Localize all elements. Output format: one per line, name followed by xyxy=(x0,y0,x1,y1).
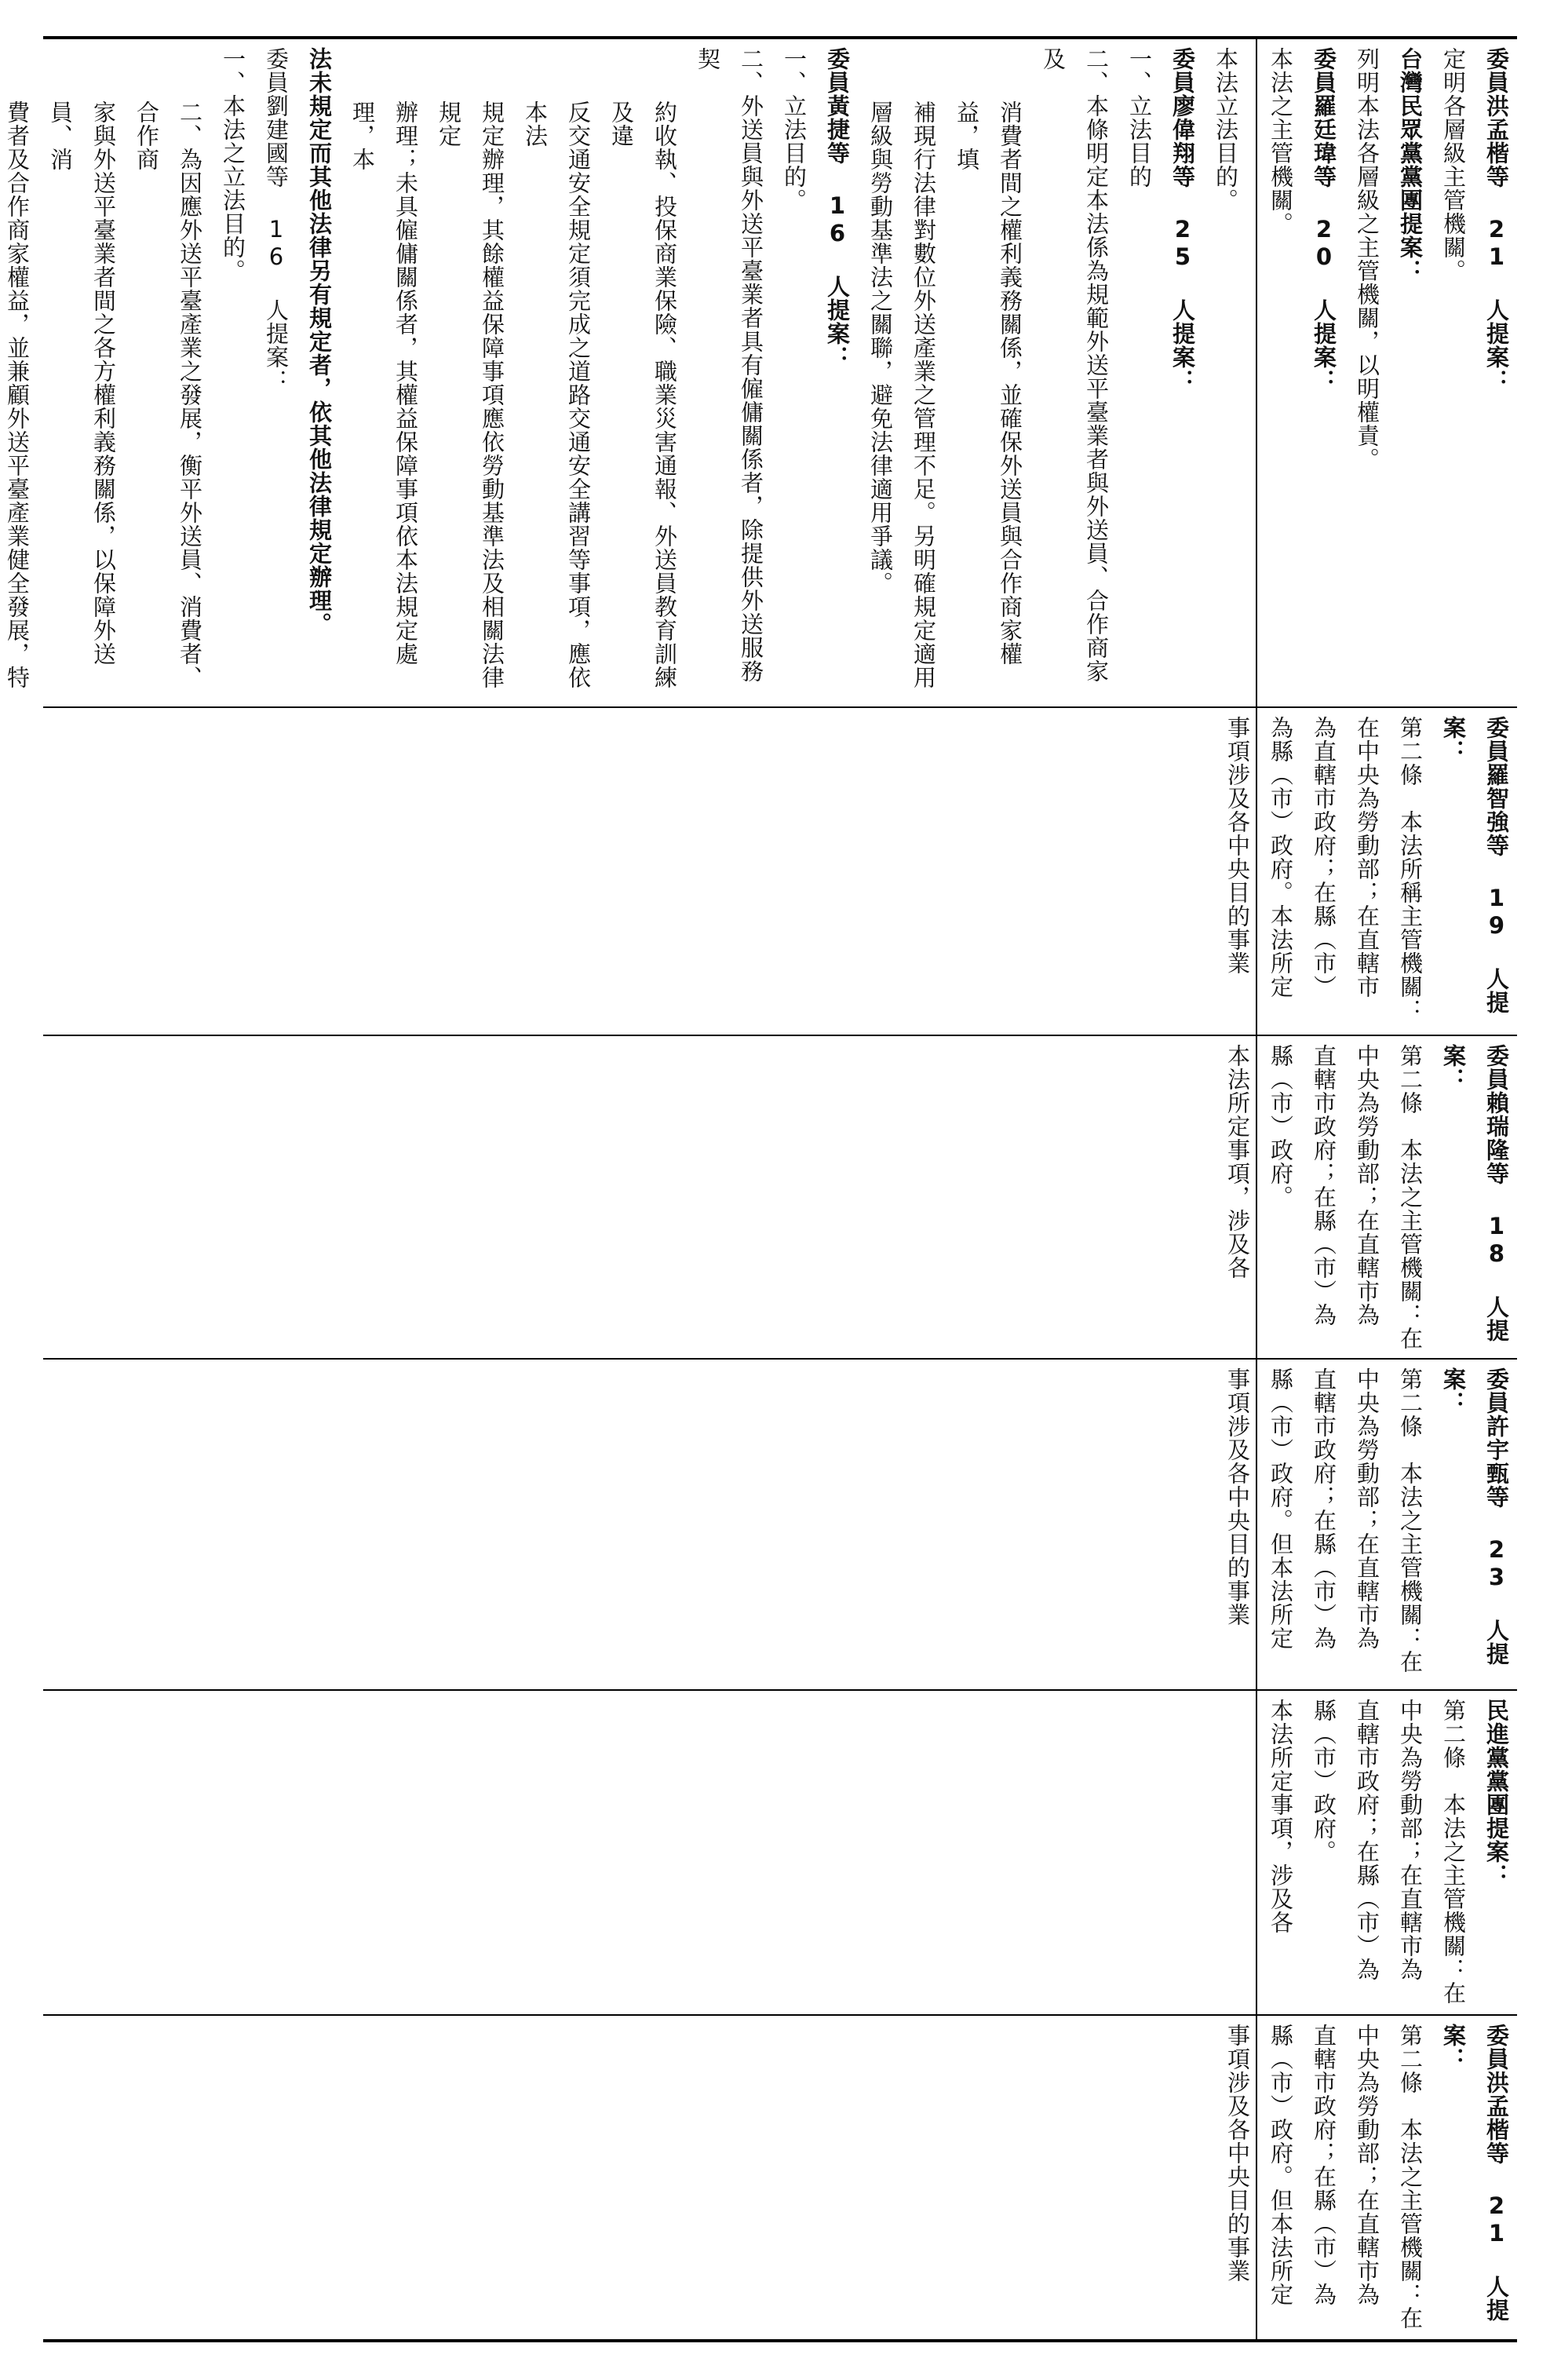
text-line: 反交通安全規定須完成之道路交通安全講習等事項，應依本法 xyxy=(522,100,592,689)
table-bottom-rule xyxy=(43,2339,1517,2342)
text-line: 一、立法目的。 xyxy=(781,47,808,212)
row-divider xyxy=(43,2014,1517,2016)
proposer-heading: 委員許宇甄等 23 人提案： xyxy=(1440,1367,1510,1666)
text-line: 直轄市政府；在縣（市）為 xyxy=(1354,1699,1380,1981)
text-line: 補現行法律對數位外送產業之管理不足。另明確規定適用層級與勞動基準法之關聯，避免法律適用爭議。 xyxy=(867,100,937,689)
proposer-heading: 委員賴瑞隆等 18 人提案： xyxy=(1440,1044,1510,1342)
cell-dpp-caucus xyxy=(1259,1699,1518,2008)
text-line: 辦理；未具僱傭關係者，其權益保障事項依本法規定處理，本 xyxy=(349,100,419,666)
text-line: 事項涉及各中央目的事業 xyxy=(1224,1367,1251,1626)
text-line: 為縣（市）政府。本法所定 xyxy=(1267,716,1294,998)
cell-hong-mengkai-bottom xyxy=(1224,2024,1518,2333)
text-line: 中央為勞動部；在直轄市為 xyxy=(1354,2024,1380,2306)
proposer-heading: 法未規定而其他法律另有規定者，依其他法律規定辦理。 xyxy=(306,47,333,636)
text-line: 列明本法各層級之主管機關，以明權責。 xyxy=(1354,47,1380,471)
text-line: 在中央為勞動部；在直轄市 xyxy=(1354,716,1380,998)
proposer-heading: 委員洪孟楷等 21 人提案： xyxy=(1440,2024,1510,2322)
row-divider xyxy=(43,1035,1517,1036)
text-line: 定明各層級主管機關。 xyxy=(1440,47,1467,283)
row-divider xyxy=(43,706,1517,708)
text-line: 第二條 本法之主管機關：在 xyxy=(1397,1044,1424,1350)
proposer-heading: 民進黨黨團提案： xyxy=(1483,1699,1510,1887)
text-line: 本法之主管機關。 xyxy=(1267,47,1294,235)
text-line: 縣（市）政府。但本法所定 xyxy=(1267,2024,1294,2306)
proposer-heading: 委員黃捷等 16 人提案： xyxy=(824,47,851,369)
text-line: 直轄市政府；在縣（市）為 xyxy=(1311,2024,1337,2306)
text-line: 第二條 本法之主管機關：在 xyxy=(1440,1699,1467,2005)
text-line: 第二條 本法之主管機關：在 xyxy=(1397,1367,1424,1674)
text-line: 為直轄市政府；在縣（市） xyxy=(1311,716,1337,998)
proposer-heading: 委員洪孟楷等 21 人提案： xyxy=(1483,47,1510,392)
text-line: 二、外送員與外送平臺業者具有僱傭關係者，除提供外送服務契 xyxy=(695,47,764,683)
text-line: 家與外送平臺業者間之各方權利義務關係，以保障外送員、消 xyxy=(47,100,117,666)
proposer-heading: 委員廖偉翔等 25 人提案： xyxy=(1169,47,1196,392)
text-line: 縣（市）政府。 xyxy=(1267,1044,1294,1209)
cell-lai-ruilong xyxy=(1224,1044,1518,1352)
text-line: 二、為因應外送平臺產業之發展，衡平外送員、消費者、合作商 xyxy=(133,100,203,689)
text-line: 中央為勞動部；在直轄市為 xyxy=(1354,1044,1380,1327)
text-line: 一、本法之立法目的。 xyxy=(220,47,246,283)
proposer-heading: 台灣民眾黨黨團提案： xyxy=(1397,47,1424,283)
cell-hong-mengkai-top xyxy=(1259,47,1518,699)
text-line: 消費者間之權利義務關係，並確保外送員與合作商家權益，填 xyxy=(954,100,1023,666)
text-line: 中央為勞動部；在直轄市為 xyxy=(1397,1699,1424,1981)
cell-legislative-purpose xyxy=(4,47,1247,699)
cell-xu-yuzhen xyxy=(1224,1367,1518,1683)
text-line: 一、立法目的 xyxy=(1126,47,1153,188)
text-line: 本法所定事項，涉及各 xyxy=(1267,1699,1294,1934)
text-line: 縣（市）政府。但本法所定 xyxy=(1267,1367,1294,1650)
text-line: 第二條 本法所稱主管機關： xyxy=(1397,716,1424,1022)
row-divider xyxy=(43,1689,1517,1691)
cell-luo-zhiqiang xyxy=(1224,716,1518,1027)
text-line: 中央為勞動部；在直轄市為 xyxy=(1354,1367,1380,1650)
text-line: 規定辦理，其餘權益保障事項應依勞動基準法及相關法律規定 xyxy=(436,100,505,689)
proposer-heading: 委員羅廷瑋等 20 人提案： xyxy=(1311,47,1337,392)
text-line: 直轄市政府；在縣（市）為 xyxy=(1311,1367,1337,1650)
text-line: 縣（市）政府。 xyxy=(1311,1699,1337,1863)
text-line: 事項涉及各中央目的事業 xyxy=(1224,2024,1251,2283)
text-line: 本法所定事項，涉及各 xyxy=(1224,1044,1251,1279)
text-line: 本法立法目的。 xyxy=(1213,47,1239,212)
text-line: 直轄市政府；在縣（市）為 xyxy=(1311,1044,1337,1327)
proposer-heading: 委員羅智強等 19 人提案： xyxy=(1440,716,1510,1014)
text-line: 委員劉建國等 16 人提案： xyxy=(263,47,290,392)
table-top-rule xyxy=(43,36,1517,39)
text-line: 費者及合作商家權益，並兼顧外送平臺產業健全發展，特 xyxy=(4,100,31,689)
text-line: 約收執、投保商業保險、職業災害通報、外送員教育訓練及違 xyxy=(608,100,678,689)
text-line: 二、本條明定本法係為規範外送平臺業者與外送員、合作商家及 xyxy=(1040,47,1110,683)
row-divider xyxy=(43,1358,1517,1360)
text-line: 事項涉及各中央目的事業 xyxy=(1224,716,1251,975)
text-line: 第二條 本法之主管機關：在 xyxy=(1397,2024,1424,2330)
